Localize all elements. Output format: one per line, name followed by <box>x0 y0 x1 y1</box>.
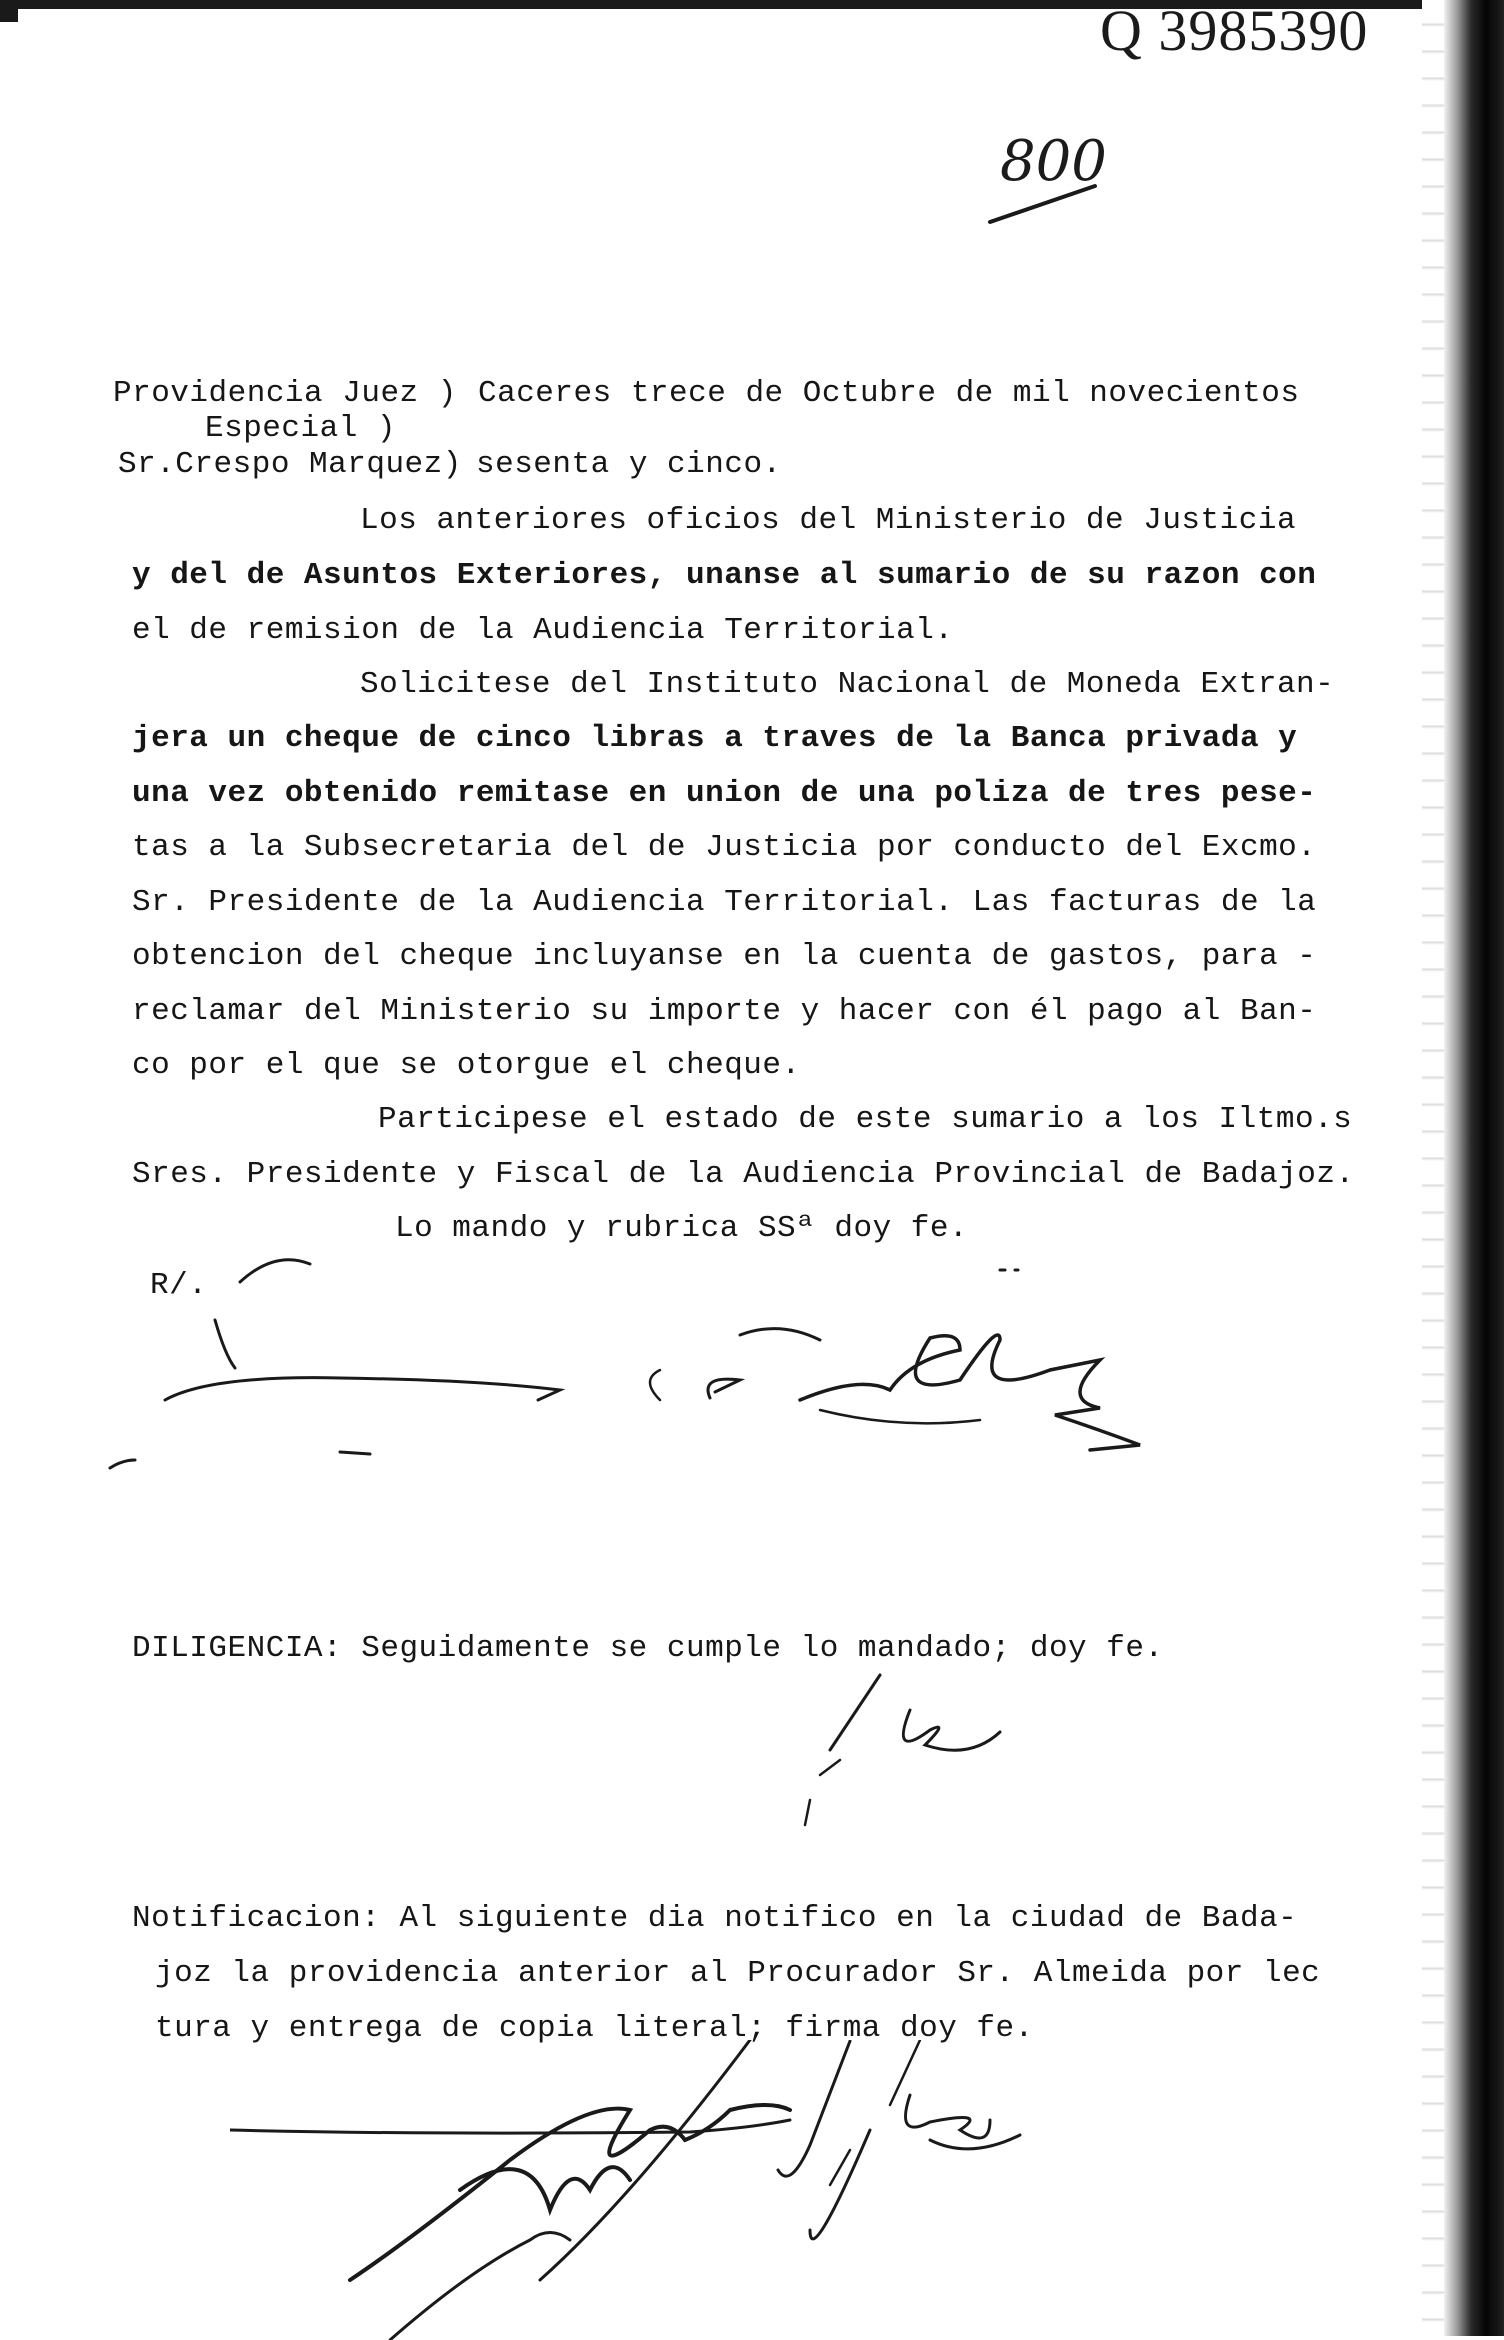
header-left-line-2: Especial ) <box>205 411 397 446</box>
body-line: Lo mando y rubrica SSª doy fe. <box>395 1211 969 1246</box>
rubric-label: R/. <box>150 1268 208 1303</box>
body-line: y del de Asuntos Exteriores, unanse al sumario de su razon con <box>132 558 1317 593</box>
body-line: Los anteriores oficios del Ministerio de Justicia <box>360 503 1297 538</box>
judge-signature <box>100 1240 1240 1500</box>
notificacion-line: tura y entrega de copia literal; firma doy fe. <box>155 2011 1034 2046</box>
body-line: co por el que se otorgue el cheque. <box>132 1048 801 1083</box>
body-line: Participese el estado de este sumario a los Iltmo.s <box>378 1102 1353 1137</box>
folio-underline <box>985 180 1105 230</box>
notificacion-line: Notificacion: Al siguiente dia notifico en la ciudad de Bada- <box>132 1901 1298 1936</box>
scan-edge-shadow <box>1444 0 1504 2336</box>
body-line: una vez obtenido remitase en union de una poliza de tres pese- <box>132 776 1317 811</box>
header-left-line-1: Providencia Juez ) <box>113 376 457 411</box>
body-line: obtencion del cheque incluyanse en la cuenta de gastos, para - <box>132 939 1317 974</box>
header-date-line-2: sesenta y cinco. <box>476 447 782 482</box>
procurador-signature <box>230 2040 1130 2340</box>
body-line: Solicitese del Instituto Nacional de Moneda Extran- <box>360 667 1335 702</box>
folio-number: 800 <box>1000 129 1107 194</box>
body-line: el de remision de la Audiencia Territorial. <box>132 613 954 648</box>
header-left-line-3: Sr.Crespo Marquez) <box>118 447 462 482</box>
diligencia-line: DILIGENCIA: Seguidamente se cumple lo mandado; doy fe. <box>132 1631 1164 1666</box>
header-date-line-1: Caceres trece de Octubre de mil novecientos <box>478 376 1300 411</box>
scan-edge-noise <box>1422 0 1444 2336</box>
body-line: Sres. Presidente y Fiscal de la Audiencia Provincial de Badajoz. <box>132 1157 1355 1192</box>
notificacion-line: joz la providencia anterior al Procurador Sr. Almeida por lec <box>155 1956 1321 1991</box>
page-border-corner <box>0 0 18 22</box>
document-number: Q 3985390 <box>1100 0 1369 63</box>
body-line: reclamar del Ministerio su importe y hacer con él pago al Ban- <box>132 994 1317 1029</box>
body-line: Sr. Presidente de la Audiencia Territorial. Las facturas de la <box>132 885 1317 920</box>
body-line: tas a la Subsecretaria del de Justicia por conducto del Excmo. <box>132 830 1317 865</box>
body-line: jera un cheque de cinco libras a traves de la Banca privada y <box>132 721 1298 756</box>
clerk-initials <box>800 1660 1100 1840</box>
